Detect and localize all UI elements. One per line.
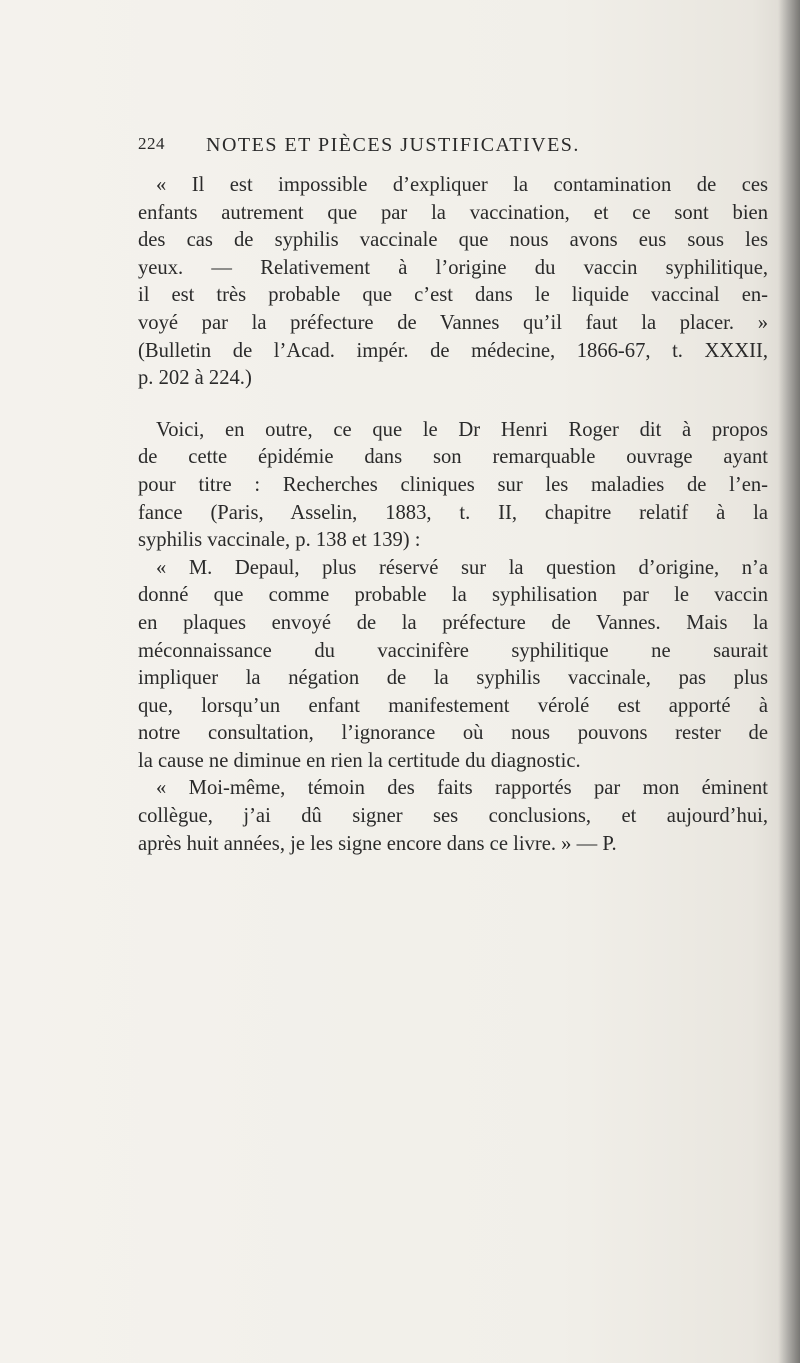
text-line: de cette épidémie dans son remarquable ouvrage ayant: [138, 446, 768, 469]
text-line: « Il est impossible d’expliquer la contamination de ces: [156, 174, 768, 196]
text-line: en plaques envoyé de la préfecture de Vannes. Mais la: [138, 611, 768, 634]
text-line: syphilis vaccinale, p. 138 et 139) :: [138, 529, 421, 552]
page-number: 224: [138, 134, 165, 153]
body-text: [138, 172, 768, 858]
text-line: p. 202 à 224.): [138, 367, 252, 390]
text-line: voyé par la préfecture de Vannes qu’il faut la placer. »: [138, 311, 768, 334]
text-line: que, lorsqu’un enfant manifestement vérolé est apporté à: [138, 694, 768, 717]
text-line: fance (Paris, Asselin, 1883, t. II, chapitre relatif à la: [138, 501, 768, 524]
text-line: enfants autrement que par la vaccination, et ce sont bien: [138, 201, 768, 224]
citation-line: (Bulletin de l’Acad. impér. de médecine, 1866-67, t. XXXII,: [138, 339, 768, 362]
text-line: « Moi-même, témoin des faits rapportés par mon éminent: [156, 777, 768, 800]
text-line: il est très probable que c’est dans le liquide vaccinal en-: [138, 284, 768, 307]
text-line: des cas de syphilis vaccinale que nous avons eus sous les: [138, 229, 768, 252]
text-line: après huit années, je les signe encore dans ce livre. » — P.: [138, 832, 617, 855]
text-line: yeux. — Relativement à l’origine du vaccin syphilitique,: [138, 256, 768, 279]
text-line: « M. Depaul, plus réservé sur la question d’origine, n’a: [156, 556, 768, 579]
running-title: NOTES ET PIÈCES JUSTIFICATIVES.: [206, 134, 580, 156]
page-edge-shadow: [778, 0, 800, 1363]
text-line: Voici, en outre, ce que le Dr Henri Roger dit à propos: [156, 418, 768, 441]
text-line: impliquer la négation de la syphilis vaccinale, pas plus: [138, 667, 768, 690]
text-line: méconnaissance du vaccinifère syphilitique ne saurait: [138, 639, 768, 662]
text-line: la cause ne diminue en rien la certitude du diagnostic.: [138, 749, 581, 772]
paragraph-gap: [138, 393, 768, 417]
page-header: [138, 134, 738, 162]
text-line: notre consultation, l’ignorance où nous pouvons rester de: [138, 722, 768, 745]
text-line: pour titre : Recherches cliniques sur les maladies de l’en-: [138, 473, 768, 496]
text-line: donné que comme probable la syphilisation par le vaccin: [138, 584, 768, 607]
text-line: collègue, j’ai dû signer ses conclusions, et aujourd’hui,: [138, 805, 768, 828]
